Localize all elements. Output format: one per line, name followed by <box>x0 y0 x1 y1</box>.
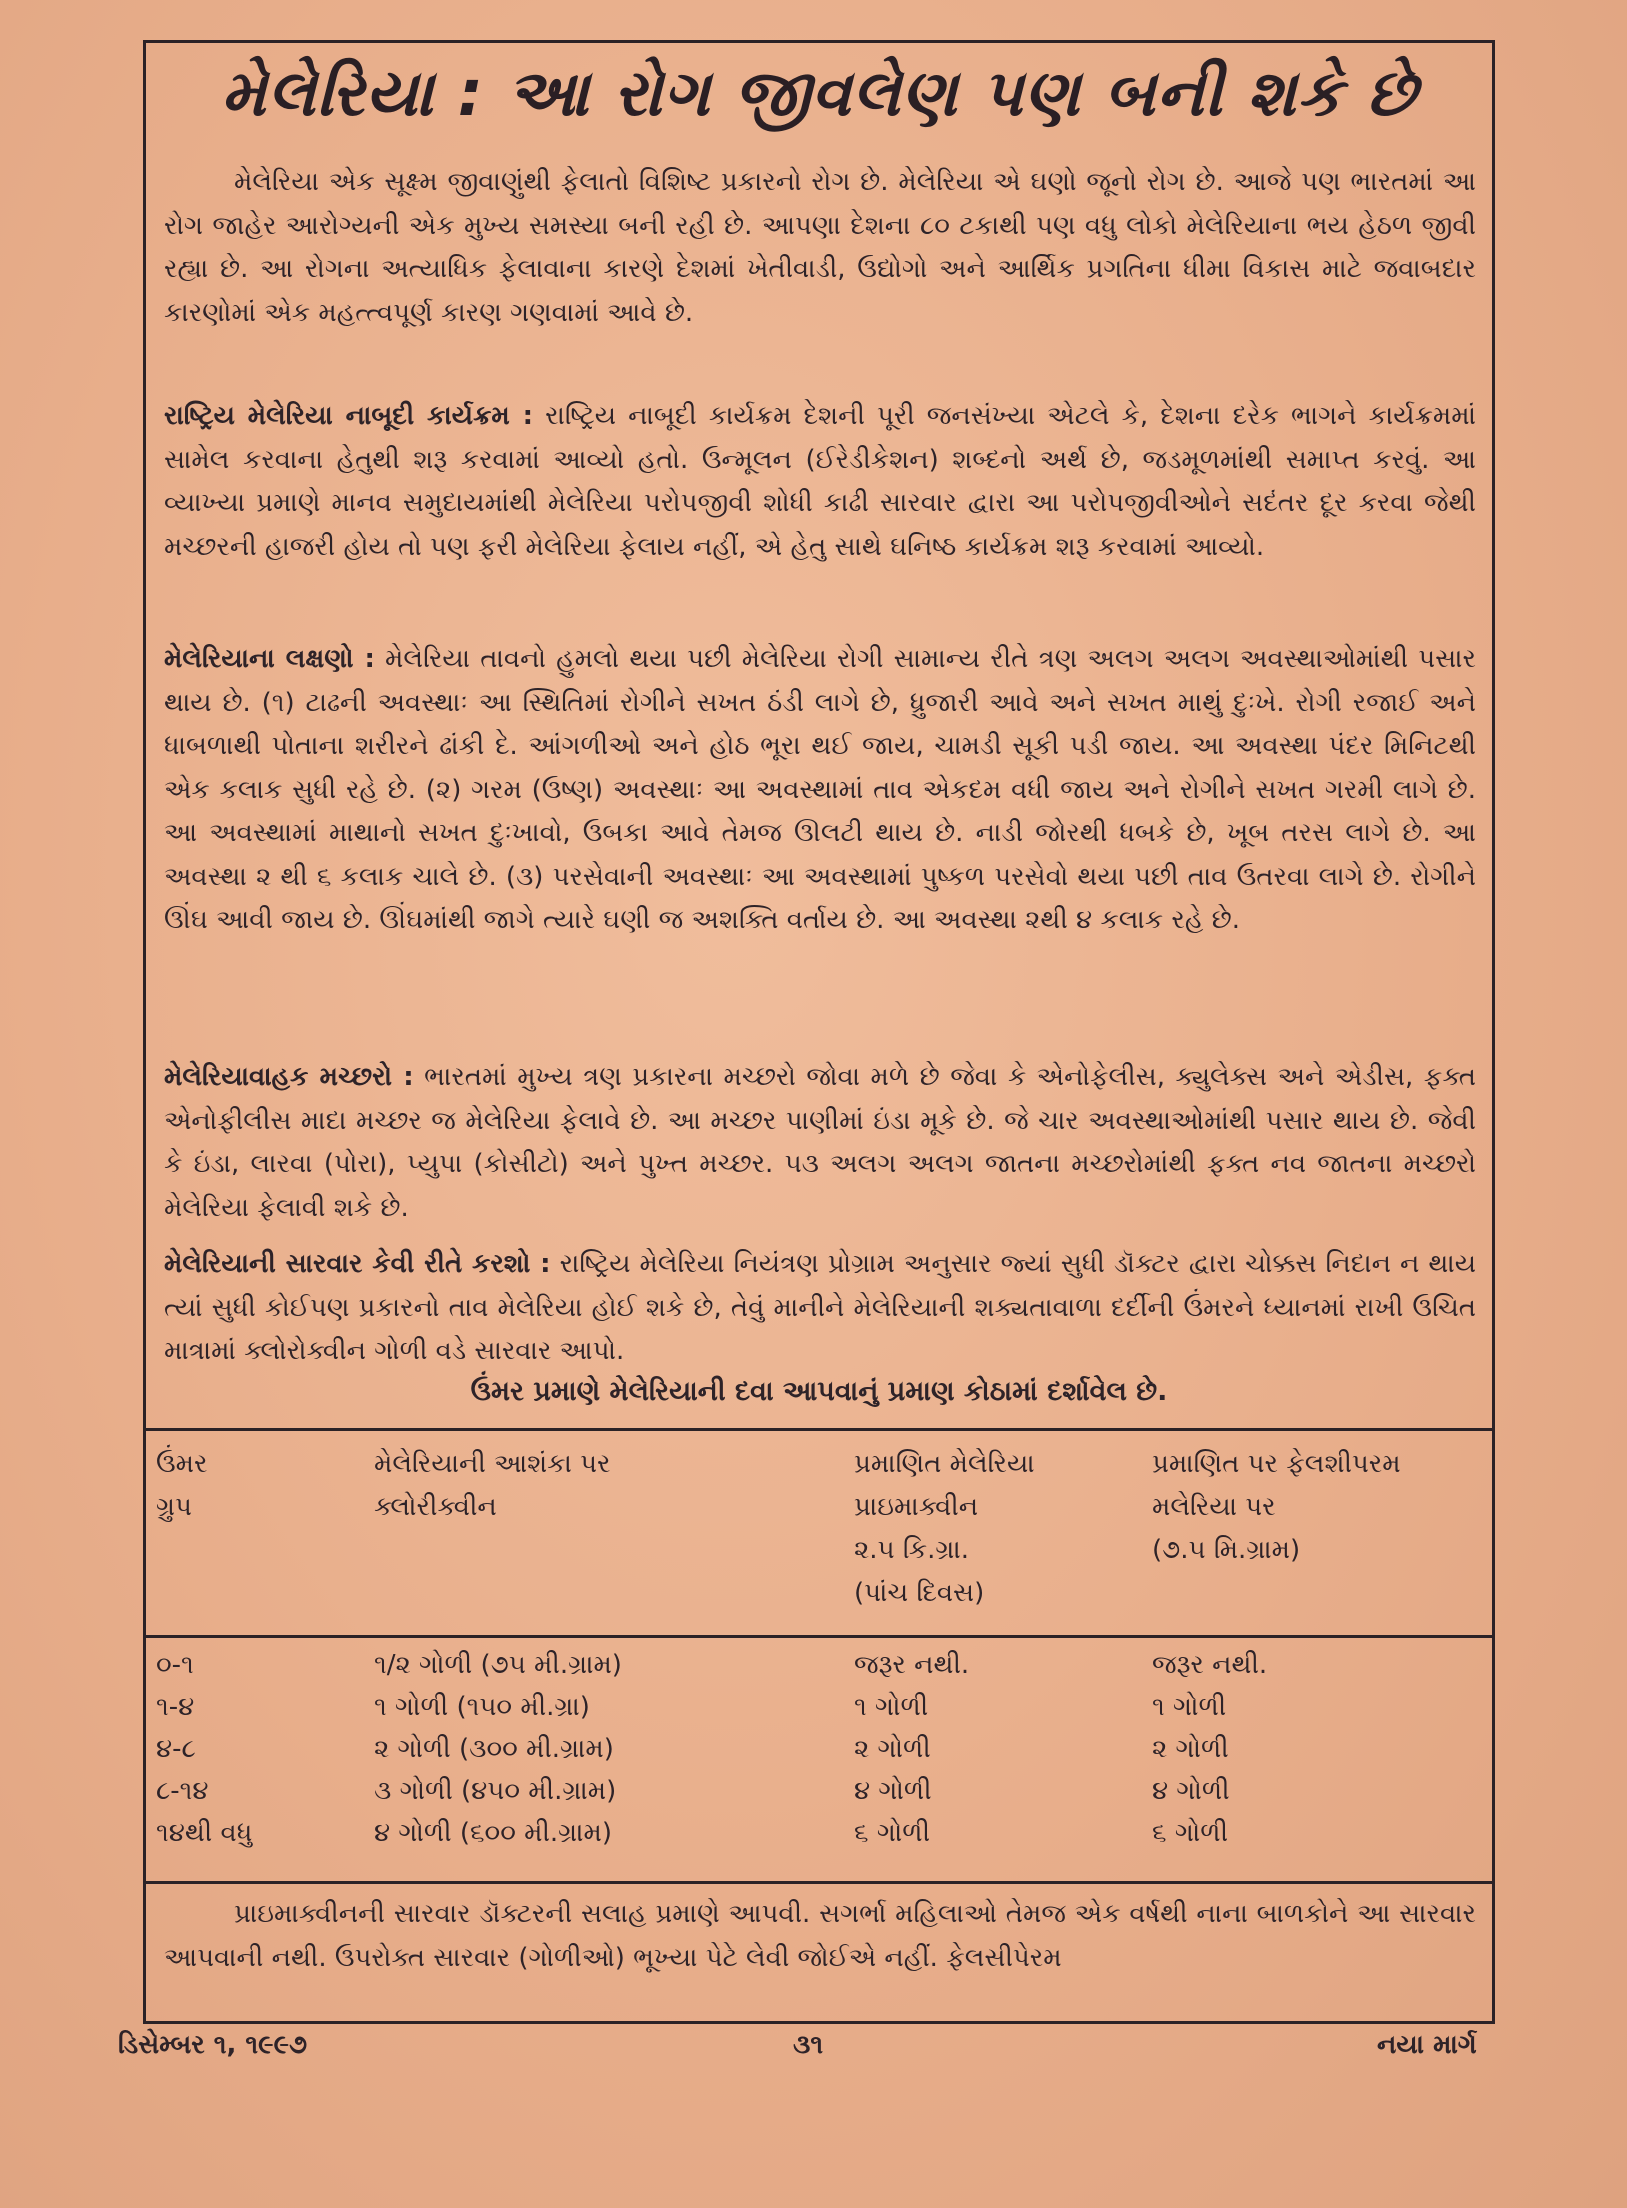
heading-program: રાષ્ટ્રિય મેલેરિયા નાબૂદી કાર્યક્રમ : <box>164 401 534 431</box>
paragraph-treatment <box>164 1243 1476 1374</box>
text-symptoms: મેલેરિયા તાવનો હુમલો થયા પછી મેલેરિયા રોગી સામાન્ય રીતે ત્રણ અલગ અલગ અવસ્થાઓમાંથી પસાર થાય છે. (૧) ટાઢની અવસ્થાઃ આ સ્થિતિમાં રોગીને સખત ઠંડી લાગે છે, ધ્રુજારી આવે અને સખત માથું દુઃખે. રોગી રજાઈ અને ધાબળાથી પોતાના શરીરને ઢાંકી દે. આંગળીઓ અને હોઠ ભૂરા થઈ જાય, ચામડી સૂકી પડી જાય. આ અવસ્થા પંદર મિનિટથી એક કલાક સુધી રહે છે. (૨) ગરમ (ઉષ્ણ) અવસ્થાઃ આ અવસ્થામાં તાવ એકદમ વધી જાય અને રોગીને સખત ગરમી લાગે છે. આ અવસ્થામાં માથાનો સખત દુઃખાવો, ઉબકા આવે તેમજ ઊલટી થાય છે. નાડી જોરથી ધબકે છે, ખૂબ તરસ લાગે છે. આ અવસ્થા ૨ થી ૬ કલાક ચાલે છે. (૩) પરસેવાની અવસ્થાઃ આ અવસ્થામાં પુષ્કળ પરસેવો થયા પછી તાવ ઉતરવા લાગે છે. રોગીને ઊંઘ આવી જાય છે. ઊંઘમાંથી જાગે ત્યારે ઘણી જ અશક્તિ વર્તાય છે. આ અવસ્થા ૨થી ૪ કલાક રહે છે. <box>164 644 1476 935</box>
table-cell: ૪ ગોળી <box>854 1776 932 1806</box>
table-cell: ૨ ગોળી (૩૦૦ મી.ગ્રામ) <box>374 1734 614 1764</box>
table-cell: ૧ ગોળી <box>1152 1692 1227 1722</box>
table-cell: ૨ ગોળી <box>1152 1734 1229 1764</box>
article-frame <box>143 40 1495 2024</box>
paragraph-mosquito <box>164 1056 1476 1230</box>
table-header-primaquine: પ્રમાણિત મેલેરિયા પ્રાઇમાક્વીન ૨.૫ કિ.ગ્રા. (પાંચ દિવસ) <box>854 1449 1035 1608</box>
footer-date: ડિસેમ્બર ૧, ૧૯૯૭ <box>118 2030 308 2060</box>
table-cell: ૪-૮ <box>156 1734 196 1764</box>
text-treatment: રાષ્ટ્રિય મેલેરિયા નિયંત્રણ પ્રોગ્રામ અનુસાર જ્યાં સુધી ડૉક્ટર દ્વારા ચોક્કસ નિદાન ન થાય ત્યાં સુધી કોઈપણ પ્રકારનો તાવ મેલેરિયા હોઈ શકે છે, તેવું માનીને મેલેરિયાની શક્યતાવાળા દર્દીની ઉંમરને ધ્યાનમાં રાખી ઉચિત માત્રામાં ક્લોરોક્વીન ગોળી વડે સારવાર આપો. <box>164 1249 1476 1366</box>
table-bottom-rule <box>143 1881 1495 1884</box>
text-program: રાષ્ટ્રિય નાબૂદી કાર્યક્રમ દેશની પૂરી જનસંખ્યા એટલે કે, દેશના દરેક ભાગને કાર્યક્રમમાં સામેલ કરવાના હેતુથી શરૂ કરવામાં આવ્યો હતો. ઉન્મૂલન (ઈરેડીકેશન) શબ્દનો અર્થ છે, જડમૂળમાંથી સમાપ્ત કરવું. આ વ્યાખ્યા પ્રમાણે માનવ સમુદાયમાંથી મેલેરિયા પરોપજીવી શોધી કાઢી સારવાર દ્વારા આ પરોપજીવીઓને સદંતર દૂર કરવા જેથી મચ્છરની હાજરી હોય તો પણ ફરી મેલેરિયા ફેલાય નહીં, એ હેતુ સાથે ઘનિષ્ઠ કાર્યક્રમ શરૂ કરવામાં આવ્યો. <box>164 401 1477 562</box>
paragraph-closing: પ્રાઇમાક્વીનની સારવાર ડૉક્ટરની સલાહ પ્રમાણે આપવી. સગર્ભા મહિલાઓ તેમજ એક વર્ષથી નાના બાળકોને આ સારવાર આપવાની નથી. ઉપરોક્ત સારવાર (ગોળીઓ) ભૂખ્યા પેટે લેવી જોઈએ નહીં. ફેલસીપેરમ <box>164 1899 1476 1973</box>
table-cell: ૪ ગોળી (૬૦૦ મી.ગ્રામ) <box>374 1818 613 1848</box>
table-cell: જરૂર નથી. <box>854 1650 970 1680</box>
table-header-age: ઉંમર ગ્રુપ <box>156 1449 208 1522</box>
heading-treatment: મેલેરિયાની સારવાર કેવી રીતે કરશો : <box>164 1249 551 1279</box>
table-header-falciparum: પ્રમાણિત પર ફેલશીપરમ મલેરિયા પર (૭.૫ મિ.ગ્રામ) <box>1152 1449 1401 1565</box>
heading-symptoms: મેલેરિયાના લક્ષણો : <box>164 644 375 674</box>
table-header-rule <box>143 1635 1495 1638</box>
table-cell: ૧ ગોળી <box>854 1692 929 1722</box>
article-title: મેલેરિયા : આ રોગ જીવલેણ પણ બની શકે છે <box>221 57 1417 131</box>
heading-mosquito: મેલેરિયાવાહક મચ્છરો : <box>164 1062 414 1092</box>
table-cell: ૧૪થી વધુ <box>156 1818 253 1848</box>
table-cell: ૧-૪ <box>156 1692 195 1722</box>
text-mosquito: ભારતમાં મુખ્ય ત્રણ પ્રકારના મચ્છરો જોવા મળે છે જેવા કે એનોફેલીસ, ક્યુલેક્સ અને એડીસ, ફક્ત એનોફીલીસ માદા મચ્છર જ મેલેરિયા ફેલાવે છે. આ મચ્છર પાણીમાં ઇંડા મૂકે છે. જે ચાર અવસ્થાઓમાંથી પસાર થાય છે. જેવી કે ઇંડા, લારવા (પોરા), પ્યુપા (કોસીટો) અને પુખ્ત મચ્છર. ૫૩ અલગ અલગ જાતના મચ્છરોમાંથી ફક્ત નવ જાતના મચ્છરો મેલેરિયા ફેલાવી શકે છે. <box>164 1062 1476 1223</box>
table-cell: ૦-૧ <box>156 1650 194 1680</box>
table-cell: ૧ ગોળી (૧૫૦ મી.ગ્રા) <box>374 1692 590 1722</box>
table-cell: ૪ ગોળી <box>1152 1776 1230 1806</box>
footer-publication: નયા માર્ગ <box>1377 2030 1477 2060</box>
table-top-rule <box>143 1428 1495 1431</box>
paragraph-intro: મેલેરિયા એક સૂક્ષ્મ જીવાણુંથી ફેલાતો વિશિષ્ટ પ્રકારનો રોગ છે. મેલેરિયા એ ઘણો જૂનો રોગ છે. આજે પણ ભારતમાં આ રોગ જાહેર આરોગ્યની એક મુખ્ય સમસ્યા બની રહી છે. આપણા દેશના ૮૦ ટકાથી પણ વધુ લોકો મેલેરિયાના ભય હેઠળ જીવી રહ્યા છે. આ રોગના અત્યાધિક ફેલાવાના કારણે દેશમાં ખેતીવાડી, ઉદ્યોગો અને આર્થિક પ્રગતિના ધીમા વિકાસ માટે જવાબદાર કારણોમાં એક મહત્ત્વપૂર્ણ કારણ ગણવામાં આવે છે. <box>164 167 1476 328</box>
table-cell: ૬ ગોળી <box>1152 1818 1229 1848</box>
table-header-chloroquine: મેલેરિયાની આશંકા પર ક્લોરીક્વીન <box>374 1449 611 1522</box>
table-cell: ૮-૧૪ <box>156 1776 209 1806</box>
paragraph-symptoms <box>164 638 1476 943</box>
footer-page-number: ૩૧ <box>793 2030 824 2060</box>
table-cell: ૬ ગોળી <box>854 1818 931 1848</box>
table-cell: ૧/૨ ગોળી (૭૫ મી.ગ્રામ) <box>374 1650 622 1680</box>
table-cell: ૨ ગોળી <box>854 1734 931 1764</box>
table-cell: જરૂર નથી. <box>1152 1650 1268 1680</box>
table-caption: ઉંમર પ્રમાણે મેલેરિયાની દવા આપવાનું પ્રમાણ કોઠામાં દર્શાવેલ છે. <box>470 1376 1168 1407</box>
table-cell: ૩ ગોળી (૪૫૦ મી.ગ્રામ) <box>374 1776 617 1806</box>
paragraph-program <box>164 395 1476 569</box>
